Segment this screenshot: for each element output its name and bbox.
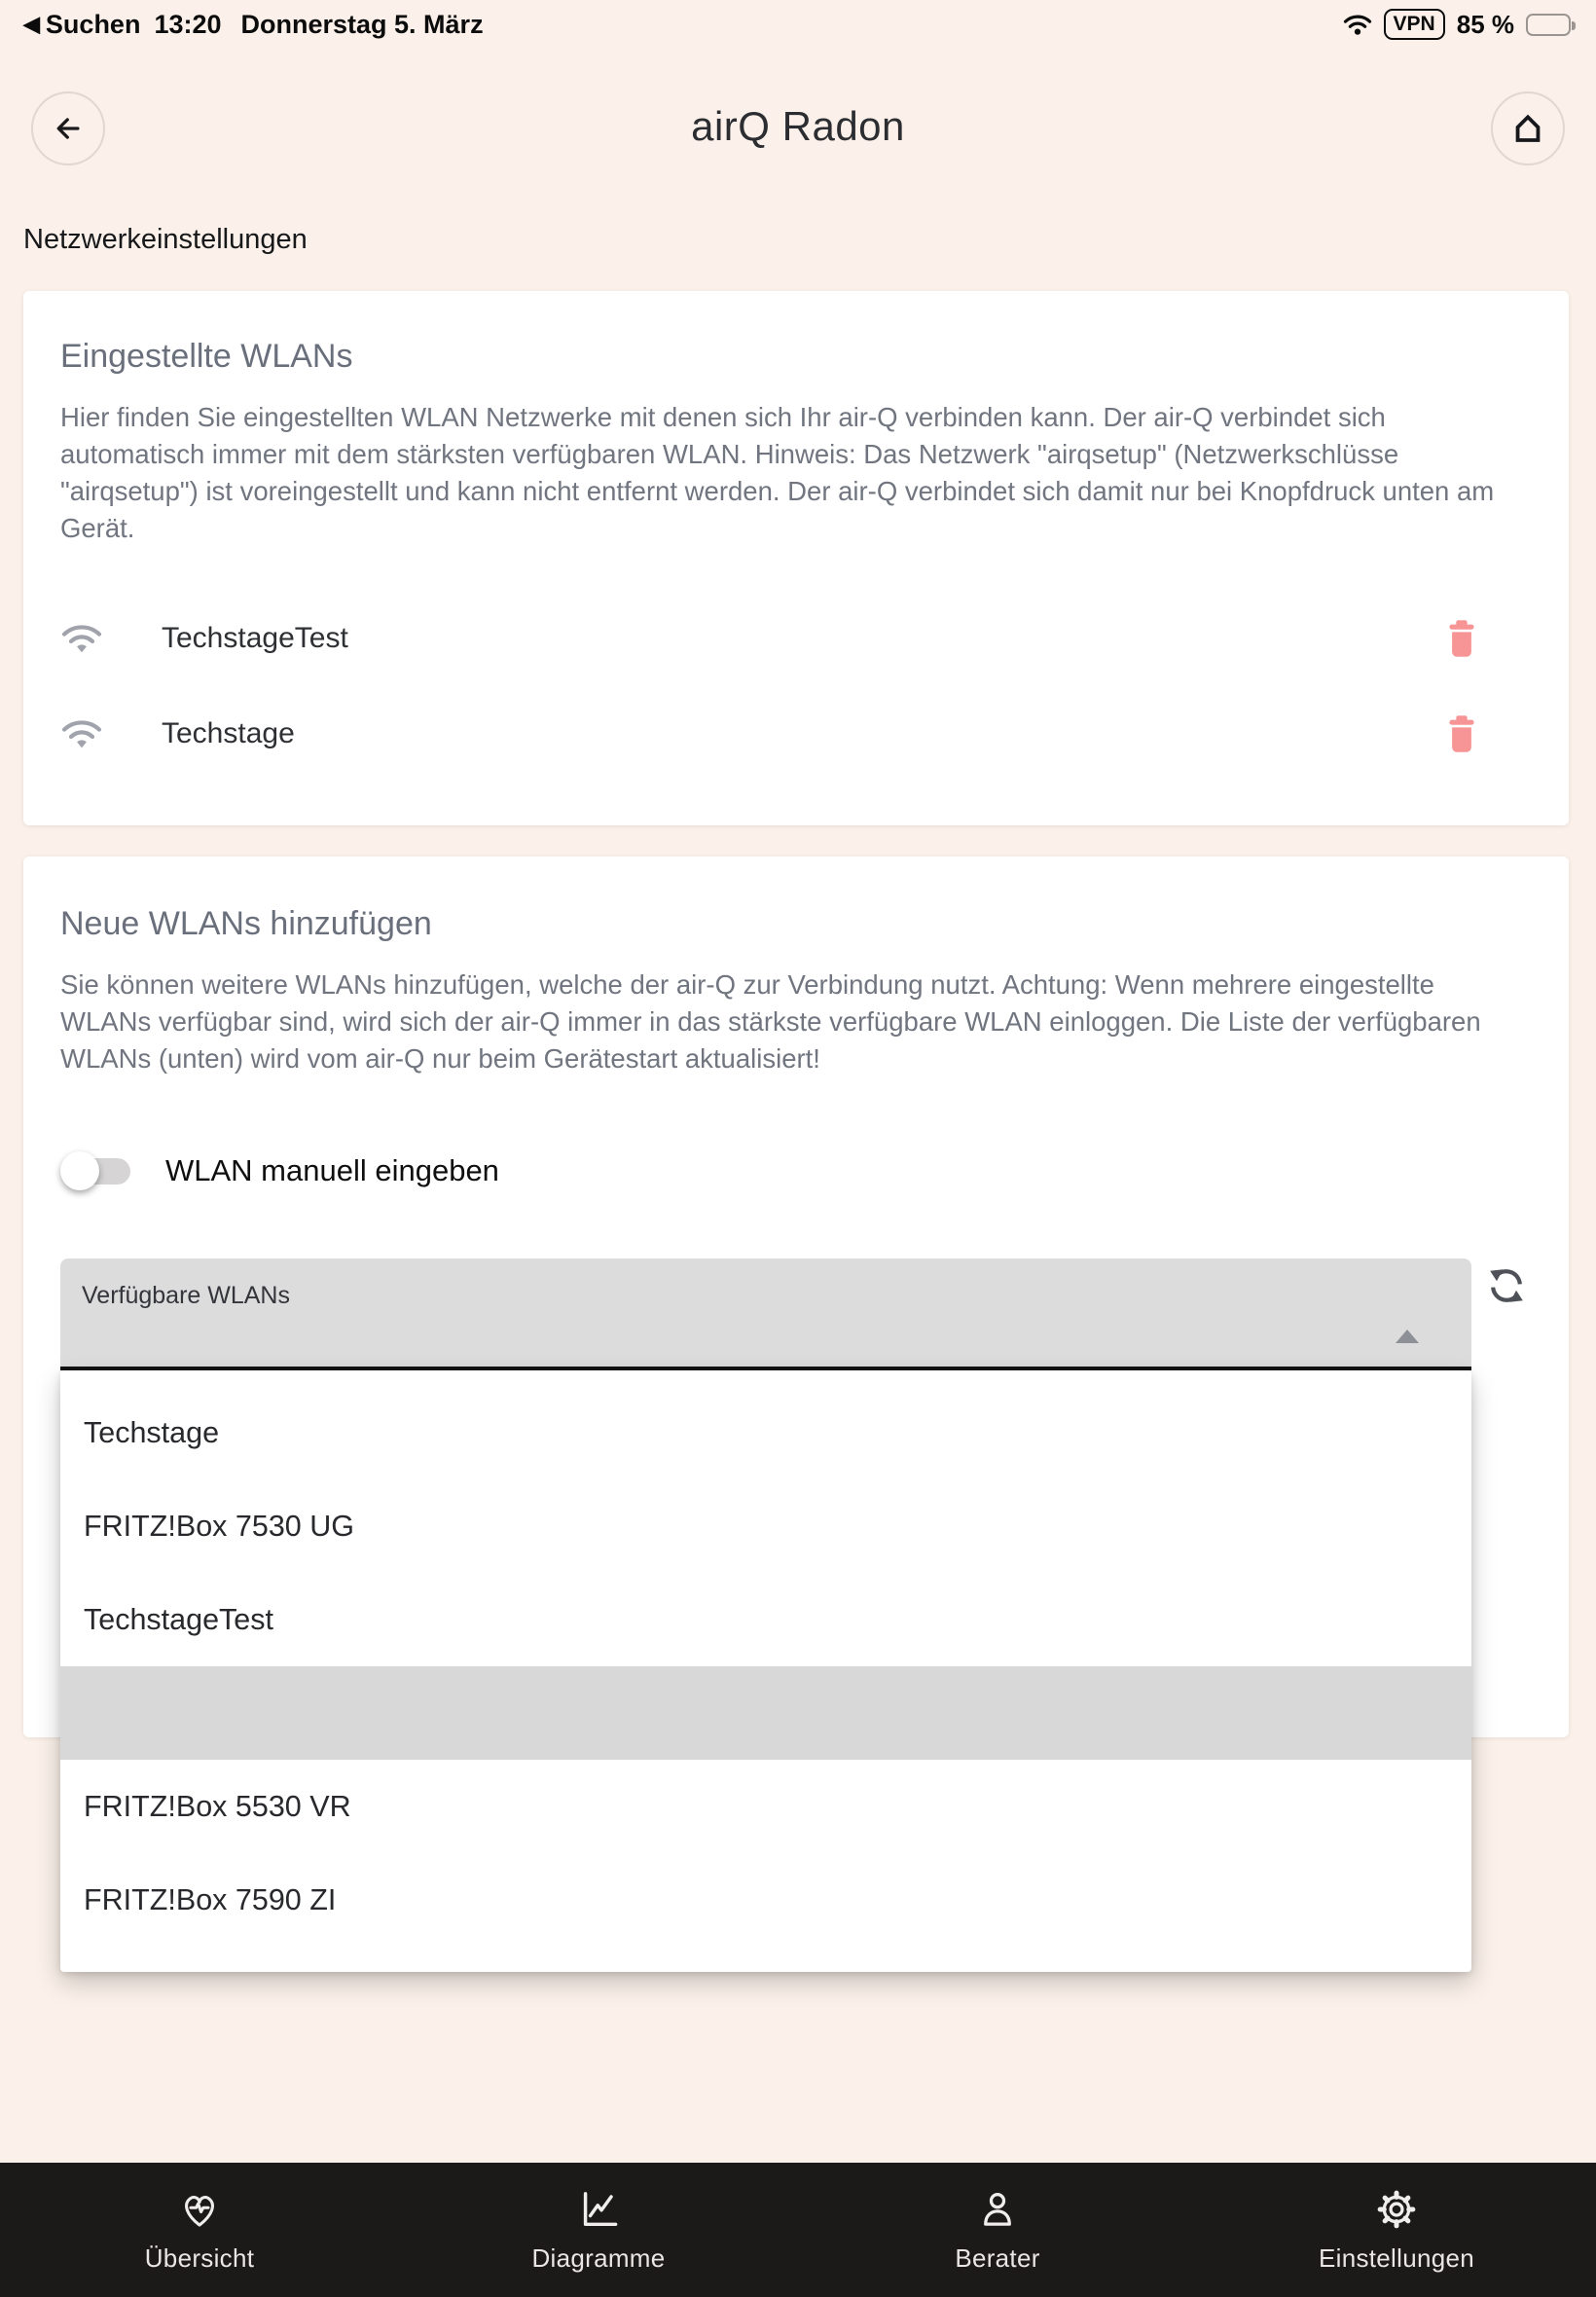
battery-icon	[1526, 14, 1571, 36]
available-wlans-select-label: Verfügbare WLANs	[82, 1282, 290, 1309]
wifi-icon	[60, 622, 103, 655]
wlan-option-highlighted[interactable]	[60, 1666, 1471, 1760]
manual-wlan-toggle[interactable]	[60, 1149, 132, 1192]
status-back-to-app[interactable]	[23, 10, 140, 40]
trash-icon	[1444, 714, 1479, 753]
available-wlans-row	[60, 1258, 1530, 1916]
person-icon	[975, 2187, 1020, 2232]
toggle-knob	[60, 1151, 99, 1190]
nav-label: Diagramme	[531, 2242, 666, 2273]
refresh-icon	[1483, 1262, 1530, 1309]
refresh-wlans-button[interactable]	[1483, 1262, 1530, 1309]
wlan-name: TechstageTest	[162, 622, 348, 654]
delete-wlan-button[interactable]	[1444, 619, 1479, 658]
app-header	[0, 47, 1596, 210]
wlan-row	[60, 603, 1530, 674]
wlan-name: Techstage	[162, 717, 295, 749]
wlan-option[interactable]: Techstage	[84, 1415, 220, 1449]
status-bar	[0, 0, 1596, 47]
nav-label: Berater	[955, 2242, 1040, 2273]
configured-wlans-list	[60, 603, 1530, 769]
wlan-option[interactable]: TechstageTest	[84, 1602, 273, 1636]
nav-item-uebersicht[interactable]	[0, 2163, 399, 2297]
battery-percent: 85 %	[1456, 9, 1514, 39]
available-wlans-select[interactable]	[60, 1258, 1471, 1370]
home-icon	[1509, 110, 1546, 147]
status-back-label: Suchen	[45, 9, 141, 39]
available-wlans-dropdown	[60, 1370, 1471, 1972]
add-wlans-title: Neue WLANs hinzufügen	[60, 905, 432, 942]
breadcrumb: Netzwerkeinstellungen	[23, 224, 308, 255]
nav-item-diagramme[interactable]	[399, 2163, 798, 2297]
configured-wlans-card	[23, 291, 1569, 825]
wlan-option[interactable]: FRITZ!Box 5530 VR	[84, 1789, 351, 1823]
nav-label: Einstellungen	[1318, 2242, 1474, 2273]
nav-item-einstellungen[interactable]	[1197, 2163, 1596, 2297]
wlan-row	[60, 699, 1530, 769]
nav-item-berater[interactable]	[798, 2163, 1197, 2297]
add-wlans-card	[23, 857, 1569, 1916]
nav-label: Übersicht	[144, 2242, 255, 2273]
vpn-badge: VPN	[1384, 9, 1445, 40]
trash-icon	[1444, 619, 1479, 658]
page-title: airQ Radon	[691, 103, 905, 149]
delete-wlan-button[interactable]	[1444, 714, 1479, 753]
configured-wlans-title: Eingestellte WLANs	[60, 338, 353, 375]
wlan-option[interactable]: FRITZ!Box 7530 UG	[84, 1509, 354, 1543]
manual-wlan-toggle-row	[60, 1149, 1530, 1192]
wifi-icon	[60, 717, 103, 750]
wlan-option[interactable]: FRITZ!Box 7590 ZI	[84, 1882, 337, 1916]
manual-wlan-toggle-label: WLAN manuell eingeben	[165, 1153, 499, 1187]
status-date: Donnerstag 5. März	[240, 9, 484, 39]
gear-icon	[1374, 2187, 1419, 2232]
configured-wlans-description: Hier finden Sie eingestellten WLAN Netzwerke mit denen sich Ihr air-Q verbinden kann. Der air-Q verbindet sich automatisch immer mit dem stärksten verfügbaren WLAN. Hinweis: Das Netzwerk "airqsetup" (Netzwerkschlüsse "airqsetup") ist voreingestellt und kann nicht entfernt werden. Der air-Q verbindet sich damit nur bei Knopfdruck unten am Gerät.	[60, 402, 1495, 543]
status-time: 13:20	[154, 9, 222, 39]
add-wlans-description: Sie können weitere WLANs hinzufügen, welche der air-Q zur Verbindung nutzt. Achtung: Wenn mehrere eingestellte WLANs verfügbar sind, wird sich der air-Q immer in das stärkste verfügbare WLAN einloggen. Die Liste der verfügbaren WLANs (unten) wird vom air-Q nur beim Gerätestart aktualisiert!	[60, 969, 1481, 1074]
wifi-status-icon	[1343, 13, 1372, 36]
line-chart-icon	[576, 2187, 621, 2232]
bottom-nav	[0, 2163, 1596, 2297]
home-button[interactable]	[1491, 91, 1565, 165]
chevron-up-icon	[1396, 1330, 1419, 1343]
back-triangle-icon: ◀	[23, 12, 40, 36]
heart-pulse-icon	[177, 2187, 222, 2232]
